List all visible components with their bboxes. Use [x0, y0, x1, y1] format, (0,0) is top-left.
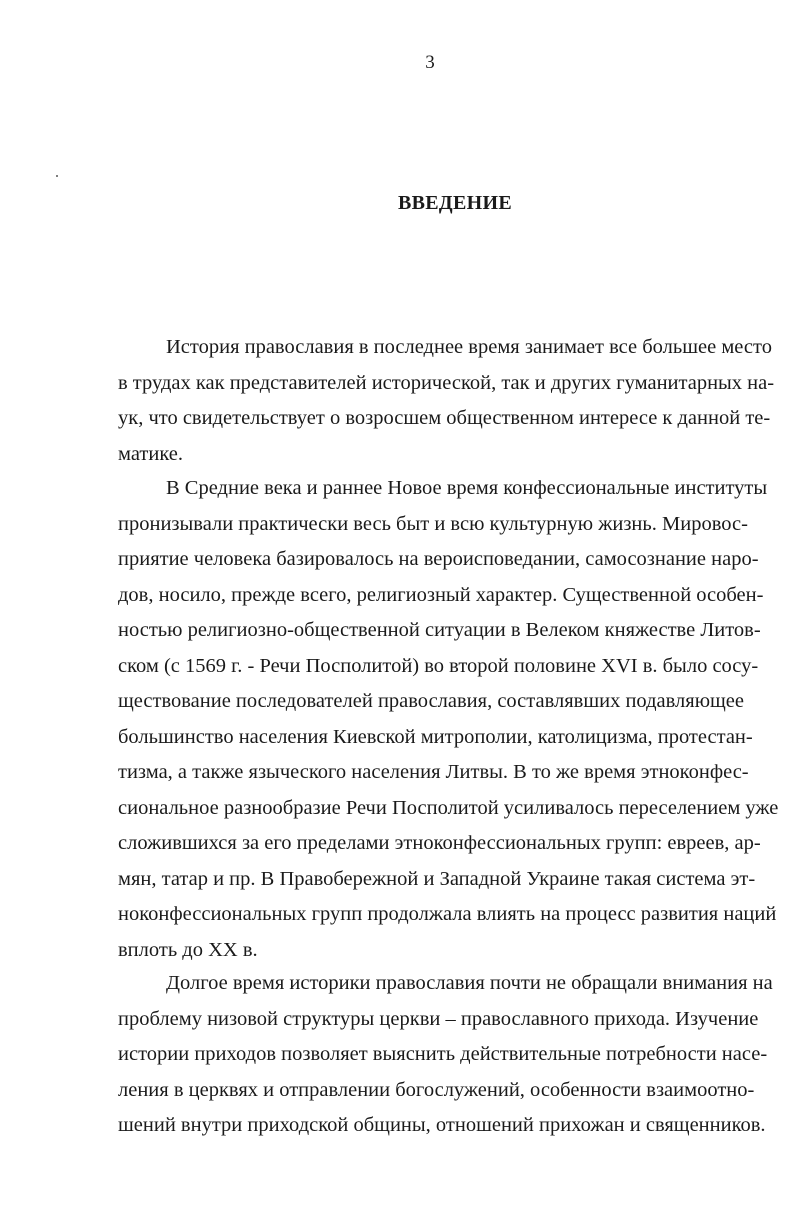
text-line: сложившихся за его пределами этноконфессиональных групп: евреев, ар- — [118, 832, 761, 854]
text-line: В Средние века и раннее Новое время конфессиональные институты — [166, 477, 768, 499]
text-line: в трудах как представителей исторической, так и других гуманитарных на- — [118, 371, 775, 394]
text-line: мян, татар и пр. В Правобережной и Западной Украине такая система эт- — [118, 867, 756, 890]
text-line: ноконфессиональных групп продолжала влиять на процесс развития наций — [118, 903, 777, 925]
text-line: проблему низовой структуры церкви – православного прихода. Изучение — [118, 1007, 759, 1030]
text-line: большинство населения Киевской митрополии, католицизма, протестан- — [118, 725, 753, 748]
text-line: ук, что свидетельствует о возросшем общественном интересе к данной те- — [118, 407, 771, 429]
paragraph-1 — [118, 330, 775, 472]
paragraph-3 — [118, 966, 773, 1144]
text-line: ществование последователей православия, составлявших подавляющее — [118, 690, 744, 712]
text-line: тизма, а также языческого населения Литвы. В то же время этноконфес- — [118, 761, 749, 783]
page-number: 3 — [425, 52, 435, 73]
text-line: ностью религиозно-общественной ситуации в Велеком княжестве Литов- — [118, 619, 761, 641]
scan-speck — [56, 175, 58, 177]
text-line: пронизывали практически весь быт и всю культурную жизнь. Мировос- — [118, 512, 748, 535]
paragraph-2 — [118, 471, 779, 968]
text-line: приятие человека базировалось на вероисповедании, самосознание наро- — [118, 548, 759, 570]
text-line: вплоть до XX в. — [118, 938, 258, 961]
section-heading: ВВЕДЕНИЕ — [398, 192, 512, 214]
text-line: дов, носило, прежде всего, религиозный характер. Существенной особен- — [118, 583, 764, 606]
text-line: ления в церквях и отправлении богослужений, особенности взаимоотно- — [118, 1078, 755, 1101]
text-line: История православия в последнее время занимает все большее место — [166, 336, 772, 358]
text-line: ском (с 1569 г. - Речи Посполитой) во второй половине XVI в. было сосу- — [118, 654, 759, 677]
text-line: шений внутри приходской общины, отношений прихожан и священников. — [118, 1114, 766, 1136]
text-line: сиональное разнообразие Речи Посполитой усиливалось переселением уже — [118, 796, 779, 819]
text-line: Долгое время историки православия почти не обращали внимания на — [166, 972, 773, 994]
text-line: матике. — [118, 442, 184, 465]
text-line: истории приходов позволяет выяснить действительные потребности насе- — [118, 1043, 768, 1065]
